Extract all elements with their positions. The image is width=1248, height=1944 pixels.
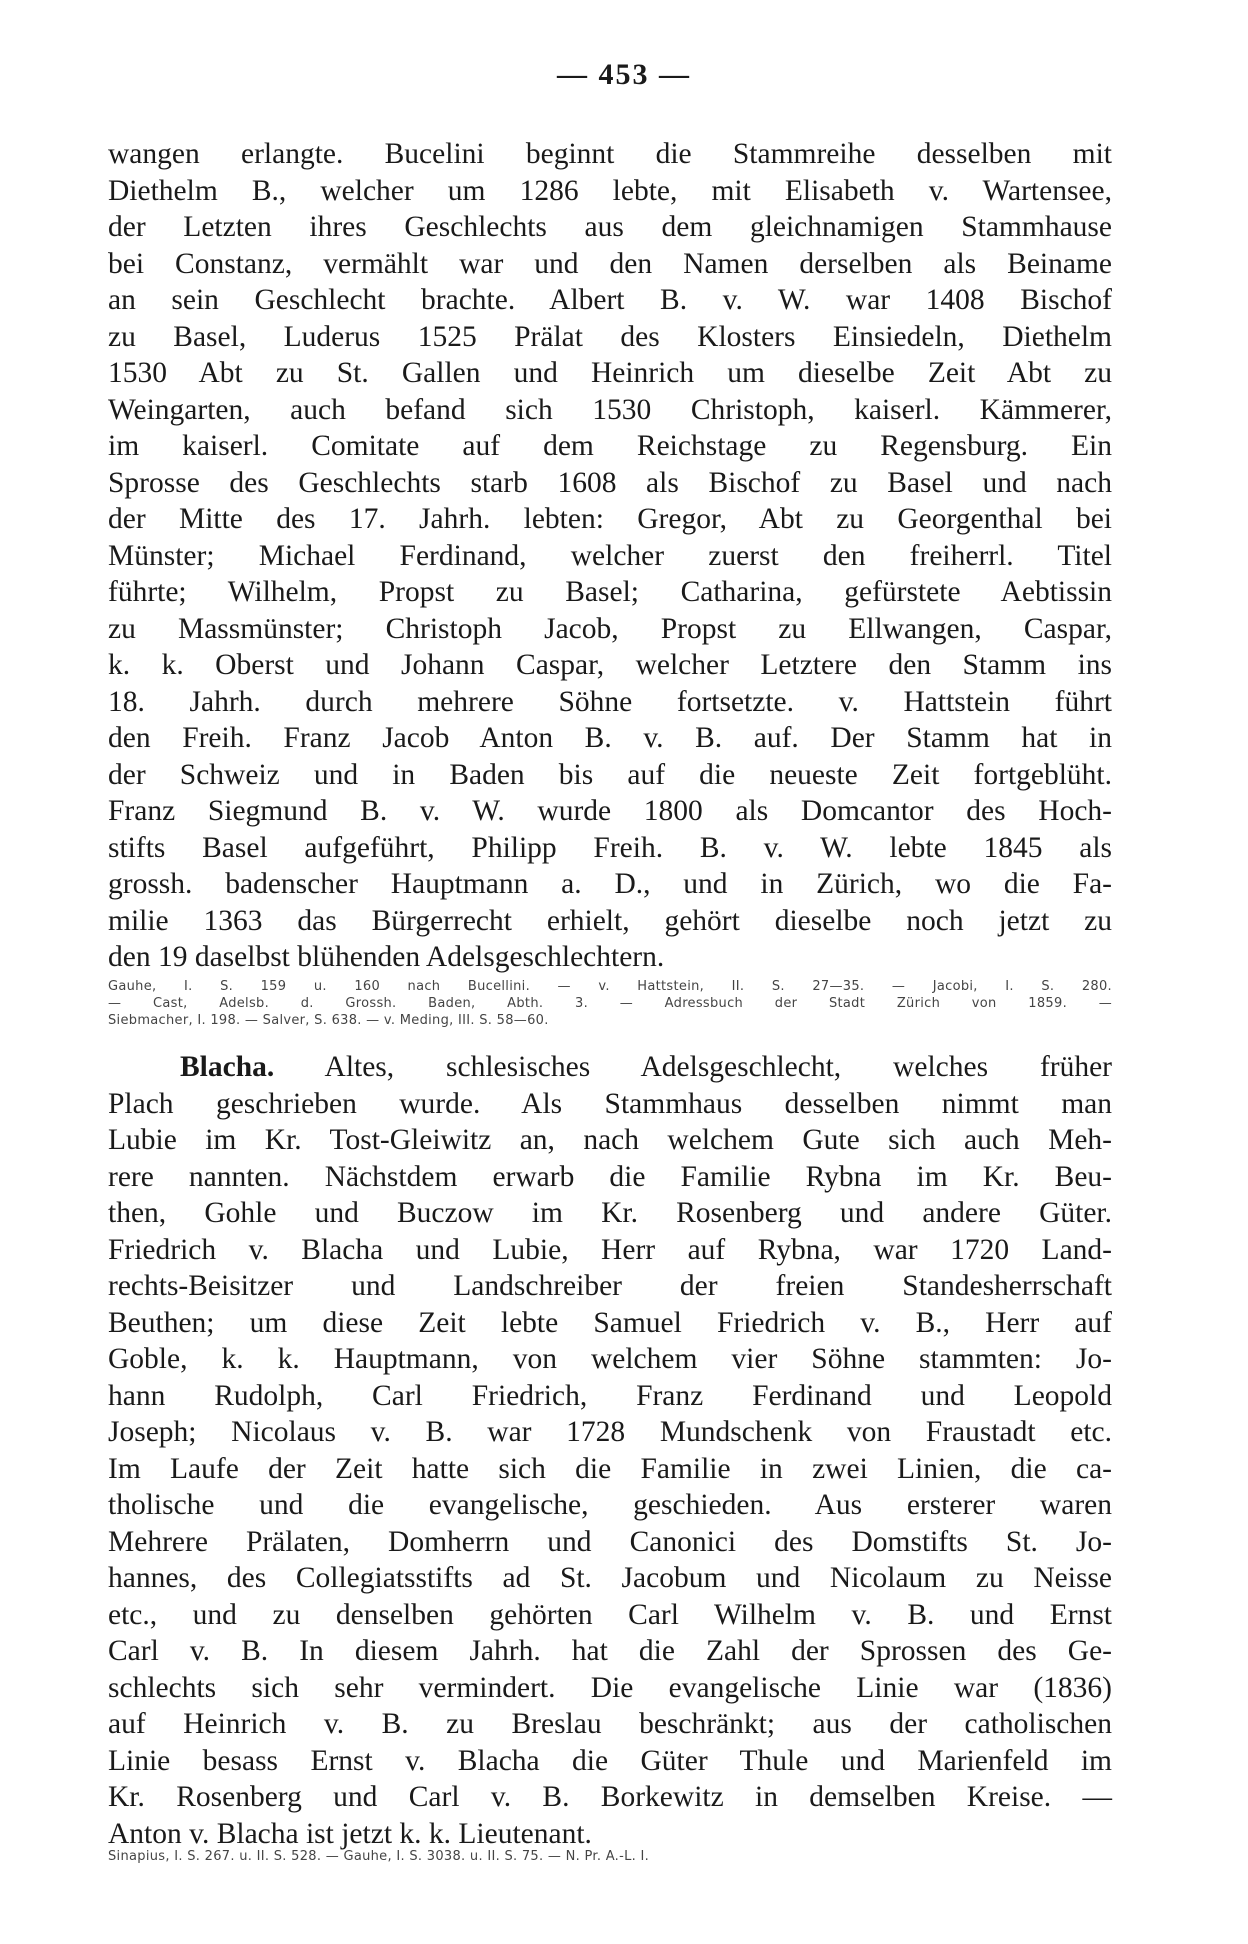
- text-line: Lubie im Kr. Tost-Gleiwitz an, nach welchem Gute sich auch Meh-: [108, 1124, 1112, 1156]
- entry-continuation-text: [108, 136, 1112, 976]
- source-line: Siebmacher, I. 198. — Salver, S. 638. — v. Meding, III. S. 58—60.: [108, 1013, 549, 1028]
- entry-first-line: [108, 1049, 1112, 1086]
- text-line: tholische und die evangelische, geschieden. Aus ersterer waren: [108, 1489, 1112, 1521]
- source-line: Sinapius, I. S. 267. u. II. S. 528. — Gauhe, I. S. 3038. u. II. S. 75. — N. Pr. A.-L. I.: [108, 1849, 650, 1864]
- entry-blacha: [108, 1049, 1112, 1852]
- text-line: rere nannten. Nächstdem erwarb die Familie Rybna im Kr. Beu-: [108, 1160, 1112, 1193]
- text-line: der Schweiz und in Baden bis auf die neueste Zeit fortgeblüht.: [108, 758, 1112, 791]
- entry-first-line-text: Altes, schlesisches Adelsgeschlecht, welches früher: [324, 1051, 1113, 1083]
- entry-blacha-sources: [108, 1848, 1112, 1865]
- text-line: Beuthen; um diese Zeit lebte Samuel Friedrich v. B., Herr auf: [108, 1306, 1112, 1339]
- text-line: 18. Jahrh. durch mehrere Söhne fortsetzte. v. Hattstein führt: [108, 685, 1112, 718]
- text-line: Weingarten, auch befand sich 1530 Christoph, kaiserl. Kämmerer,: [108, 393, 1112, 426]
- text-line: Joseph; Nicolaus v. B. war 1728 Mundschenk von Fraustadt etc.: [108, 1416, 1112, 1448]
- text-line: zu Basel, Luderus 1525 Prälat des Klosters Einsiedeln, Diethelm: [108, 320, 1112, 353]
- text-line: der Mitte des 17. Jahrh. lebten: Gregor, Abt zu Georgenthal bei: [108, 503, 1112, 535]
- text-line: Münster; Michael Ferdinand, welcher zuerst den freiherrl. Titel: [108, 539, 1112, 572]
- page-number: — 453 —: [557, 58, 691, 91]
- text-line: Franz Siegmund B. v. W. wurde 1800 als Domcantor des Hoch-: [108, 795, 1112, 827]
- text-line: der Letzten ihres Geschlechts aus dem gleichnamigen Stammhause: [108, 211, 1112, 243]
- text-line: etc., und zu denselben gehörten Carl Wilhelm v. B. und Ernst: [108, 1598, 1112, 1631]
- source-line: Gauhe, I. S. 159 u. 160 nach Bucellini. — v. Hattstein, II. S. 27—35. — Jacobi, I. S. 280.: [108, 979, 1112, 994]
- text-line: Friedrich v. Blacha und Lubie, Herr auf Rybna, war 1720 Land-: [108, 1233, 1112, 1266]
- text-line: den Freih. Franz Jacob Anton B. v. B. auf. Der Stamm hat in: [108, 722, 1112, 754]
- text-line: milie 1363 das Bürgerrecht erhielt, gehört dieselbe noch jetzt zu: [108, 904, 1112, 937]
- text-line: then, Gohle und Buczow im Kr. Rosenberg und andere Güter.: [108, 1197, 1112, 1229]
- text-line: Sprosse des Geschlechts starb 1608 als Bischof zu Basel und nach: [108, 466, 1112, 499]
- text-line: 1530 Abt zu St. Gallen und Heinrich um dieselbe Zeit Abt zu: [108, 357, 1112, 389]
- text-line: hann Rudolph, Carl Friedrich, Franz Ferdinand und Leopold: [108, 1379, 1112, 1412]
- text-line: Plach geschrieben wurde. Als Stammhaus desselben nimmt man: [108, 1087, 1112, 1120]
- text-line: bei Constanz, vermählt war und den Namen derselben als Beiname: [108, 247, 1112, 280]
- entry-continuation-sources: [108, 978, 1112, 1029]
- entry-blacha-text: [108, 1086, 1112, 1853]
- text-line: Anton v. Blacha ist jetzt k. k. Lieutenant.: [108, 1817, 592, 1850]
- text-line: schlechts sich sehr vermindert. Die evangelische Linie war (1836): [108, 1671, 1112, 1704]
- text-line: stifts Basel aufgeführt, Philipp Freih. B. v. W. lebte 1845 als: [108, 831, 1112, 864]
- text-line: Goble, k. k. Hauptmann, von welchem vier Söhne stammten: Jo-: [108, 1343, 1112, 1375]
- text-line: hannes, des Collegiatsstifts ad St. Jacobum und Nicolaum zu Neisse: [108, 1562, 1112, 1594]
- text-line: Carl v. B. In diesem Jahrh. hat die Zahl der Sprossen des Ge-: [108, 1635, 1112, 1667]
- text-line: zu Massmünster; Christoph Jacob, Propst zu Ellwangen, Caspar,: [108, 612, 1112, 645]
- source-line: — Cast, Adelsb. d. Grossh. Baden, Abth. 3. — Adressbuch der Stadt Zürich von 1859. —: [108, 996, 1112, 1011]
- text-line: den 19 daselbst blühenden Adelsgeschlechtern.: [108, 941, 665, 973]
- text-line: Diethelm B., welcher um 1286 lebte, mit Elisabeth v. Wartensee,: [108, 174, 1112, 207]
- text-line: wangen erlangte. Bucelini beginnt die Stammreihe desselben mit: [108, 138, 1112, 170]
- text-line: rechts-Beisitzer und Landschreiber der freien Standesherrschaft: [108, 1270, 1112, 1302]
- text-line: Linie besass Ernst v. Blacha die Güter Thule und Marienfeld im: [108, 1744, 1112, 1777]
- text-line: grossh. badenscher Hauptmann a. D., und in Zürich, wo die Fa-: [108, 868, 1112, 900]
- text-line: an sein Geschlecht brachte. Albert B. v. W. war 1408 Bischof: [108, 284, 1112, 316]
- text-line: im kaiserl. Comitate auf dem Reichstage zu Regensburg. Ein: [108, 430, 1112, 462]
- text-line: Mehrere Prälaten, Domherrn und Canonici des Domstifts St. Jo-: [108, 1525, 1112, 1558]
- text-line: auf Heinrich v. B. zu Breslau beschränkt; aus der catholischen: [108, 1708, 1112, 1740]
- text-line: k. k. Oberst und Johann Caspar, welcher Letztere den Stamm ins: [108, 649, 1112, 681]
- entry-headword: Blacha.: [180, 1051, 275, 1083]
- text-line: Kr. Rosenberg und Carl v. B. Borkewitz in demselben Kreise. —: [108, 1781, 1112, 1813]
- text-line: führte; Wilhelm, Propst zu Basel; Catharina, gefürstete Aebtissin: [108, 576, 1112, 608]
- text-line: Im Laufe der Zeit hatte sich die Familie in zwei Linien, die ca-: [108, 1452, 1112, 1485]
